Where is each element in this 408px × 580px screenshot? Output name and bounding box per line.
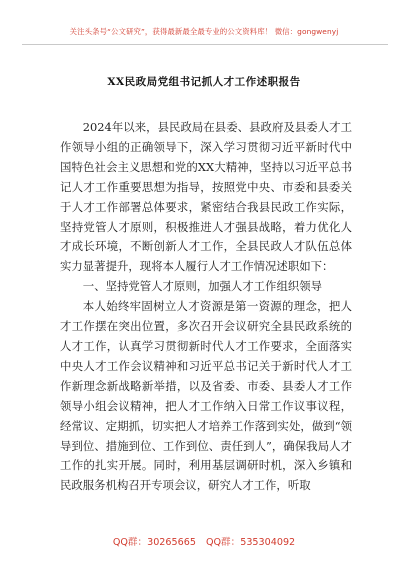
section-heading-1: 一、坚持党管人才原则，加强人才工作组织领导 (82, 279, 323, 294)
document-title: XX民政局党组书记抓人才工作述职报告 (107, 76, 301, 88)
paragraph-section-1: 本人始终牢固树立人才资源是第一资源的理念，把人才工作摆在突出位置，多次召开会议研究全县民政系统的人才工作，认真学习贯彻新时代人才工作要求，全面落实中央人才工作会议精神和习近平总书记关于新时代人才工作新理念新战略新举措，以及省委、市委、县委人才工作领导小组会议精神，把人才工作纳入日常工作议事议程，经常议、定期抓，切实把人才培养工作落到实处，做到“领导到位、措施到位、工作到位、责任到人”，确保我局人才工作的扎实开展。同时，利用基层调研时机，深入乡镇和民政服务机构召开专项会议，研究人才工作，听取 (60, 299, 352, 493)
paragraph-intro: 2024年以来，县民政局在县委、县政府及县委人才工作领导小组的正确领导下，深入学习贯彻习近平新时代中国特色社会主义思想和党的XX大精神，坚持以习近平总书记人才工作重要思想为指导，按照党中央、市委和县委关于人才工作部署总体要求，紧密结合我县民政工作实际，坚持党管人才原则，积极推进人才强县战略，着力优化人才成长环境，不断创新人才工作，全县民政人才队伍总体实力显著提升，现将本人履行人才工作情况述职如下： (60, 120, 352, 274)
header-banner: 关注头条号“公文研究”，获得最新最全最专业的公文资料库！ 微信：gongwenyj (69, 27, 339, 36)
document-body (60, 118, 352, 496)
footer-qq-group-2: QQ群：535304092 (205, 537, 296, 548)
footer-contact (0, 534, 408, 548)
header-divider (22, 44, 388, 45)
footer-qq-group-1: QQ群：30265665 (112, 537, 196, 548)
